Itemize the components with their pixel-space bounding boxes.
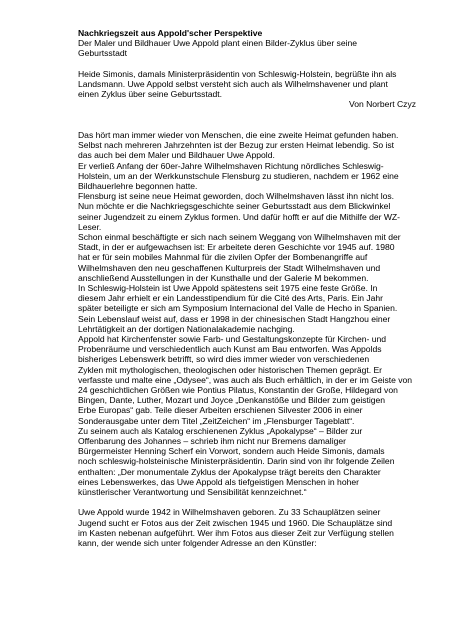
body-line: Erbe Europas“ gab. Teile dieser Arbeiten erschienen Silvester 2006 in einer: [78, 405, 363, 416]
closing-line: Jugend sucht er Fotos aus der Zeit zwischen 1945 und 1960. Die Schauplätze sind: [78, 517, 393, 528]
body-line: Offenbarung des Johannes – schrieb ihm nicht nur Bremens damaliger: [78, 436, 346, 447]
intro-line: Landsmann. Uwe Appold selbst versteht sich auch als Wilhelmshavener und plant: [78, 79, 388, 89]
article-title: Nachkriegszeit aus Appold'scher Perspektive: [78, 28, 263, 38]
body-line: Appold hat Kirchenfenster sowie Farb- und Gestaltungskonzepte für Kirchen- und: [78, 334, 386, 345]
body-line: künstlerischer Verantwortung und Sensibilität kennzeichnet.“: [78, 487, 307, 498]
body-line: Wilhelmshaven den neu geschaffenen Kulturpreis der Stadt Wilhelmshaven und: [78, 262, 381, 273]
closing-line: im Kasten nebenan aufgeführt. Wer ihm Fotos aus dieser Zeit zur Verfügung stellen: [78, 527, 394, 538]
article-body: [78, 130, 416, 497]
intro: [78, 69, 416, 100]
intro-line: einen Zyklus über seine Geburtsstadt.: [78, 89, 222, 100]
byline: Von Norbert Czyz: [348, 99, 416, 110]
body-line: eines Lebenswerkes, das Uwe Appold als tiefgeistigen Menschen in hoher: [78, 476, 359, 487]
subtitle-line: Der Maler und Bildhauer Uwe Appold plant einen Bilder-Zyklus über seine: [78, 38, 357, 49]
body-line: seiner Jugendzeit zu einem Zyklus formen. Und dafür hofft er auf die Mithilfe der WZ-: [78, 211, 400, 222]
body-line: 24 geschichtlichen Größen wie Pontius Pilatus, Konstantin der Große, Hildegard von: [78, 385, 398, 396]
body-line: Zyklen mit mythologischen, theologischen oder historischen Themen geprägt. Er: [78, 364, 383, 375]
body-line: Nun möchte er die Nachkriegsgeschichte seiner Geburtsstadt aus dem Blickwinkel: [78, 201, 391, 212]
closing-line: Uwe Appold wurde 1942 in Wilhelmshaven geboren. Zu 33 Schauplätzen seiner: [78, 507, 381, 518]
body-line: In Schleswig-Holstein ist Uwe Appold spätestens seit 1975 eine feste Größe. In: [78, 283, 378, 294]
body-line: Selbst nach mehreren Jahrzehnten ist der Bezug zur ersten Heimat lebendig. So ist: [78, 140, 395, 151]
body-line: Bildhauerlehre begonnen hatte.: [78, 181, 198, 191]
article: [78, 28, 416, 548]
body-line: Leser.: [78, 221, 102, 232]
subtitle-line: Geburtsstadt: [78, 48, 127, 59]
body-line: anschließend Ausstellungen in der Kunsthalle und der Galerie M bekommen.: [78, 272, 369, 283]
spacer: [78, 120, 416, 130]
body-line: Holstein, um an der Werkkunstschule Flensburg zu studieren, nachdem er 1962 eine: [78, 170, 399, 181]
closing-line: kann, der wende sich unter folgender Adresse an den Künstler:: [78, 538, 317, 549]
body-line: Zu seinem auch als Katalog erschienenen Zyklus „Apokalypse“ – Bilder zur: [78, 425, 363, 436]
body-line: enthalten: „Der monumentale Zyklus der Apokalypse trägt bereits den Charakter: [78, 466, 381, 477]
body-line: Stadt, in der er aufgewachsen ist: Er arbeitete deren Geschichte vor 1945 auf. 1980: [78, 242, 395, 253]
body-line: verfasste und malte eine „Odysee“, was auch als Buch erhältlich, in der er im Geiste von: [78, 374, 413, 385]
body-line: noch schleswig-holsteinische Ministerpräsidentin. Darin sind von ihr folgende Zeilen: [78, 456, 395, 467]
spacer: [78, 59, 416, 69]
body-line: Bürgermeister Henning Scherf ein Vorwort, sondern auch Heide Simonis, damals: [78, 446, 385, 457]
body-line: Bingen, Dante, Luther, Mozart und Joyce „Denkanstöße und Bilder zum geistigen: [78, 395, 386, 406]
body-line: das auch bei dem Maler und Bildhauer Uwe Appold.: [78, 150, 275, 161]
body-line: Er verließ Anfang der 60er-Jahre Wilhelmshaven Richtung nördliches Schleswig-: [78, 160, 384, 171]
body-line: Probenräume und verschiedentlich auch Kunst am Bau entworfen. Was Appolds: [78, 344, 382, 355]
body-line: Das hört man immer wieder von Menschen, die eine zweite Heimat gefunden haben.: [78, 129, 399, 140]
body-line: Sein Lebenslauf weist auf, dass er 1998 in der chinesischen Stadt Hangzhou einer: [78, 313, 391, 324]
intro-line: Heide Simonis, damals Ministerpräsidentin von Schleswig-Holstein, begrüßte ihn als: [78, 68, 397, 79]
body-line: diesem Jahr erhielt er ein Landesstipendium für die Cité des Arts, Paris. Ein Jahr: [78, 293, 384, 304]
body-line: Flensburg ist seine neue Heimat geworden, doch Wilhelmshaven lässt ihn nicht los.: [78, 191, 395, 202]
body-line: Sonderausgabe unter dem Titel „ZeitZeichen“ im „Flensburger Tageblatt“.: [78, 415, 355, 426]
body-line: Schon einmal beschäftigte er sich nach seinem Weggang von Wilhelmshaven mit der: [78, 232, 401, 243]
spacer: [78, 497, 416, 507]
article-closing: [78, 507, 416, 548]
body-line: hat er für sein mobiles Mahnmal für die zivilen Opfer der Bombenangriffe auf: [78, 252, 368, 263]
spacer: [78, 110, 416, 120]
body-line: später beteiligte er sich am Symposium Internacional del Valle de Hecho in Spanien.: [78, 303, 398, 314]
body-line: Lehrtätigkeit an der dortigen Nationalakademie nachging.: [78, 323, 295, 334]
body-line: bisheriges Lebenswerk betrifft, so wird dies immer wieder von verschiedenen: [78, 354, 370, 365]
subtitle: [78, 38, 416, 58]
